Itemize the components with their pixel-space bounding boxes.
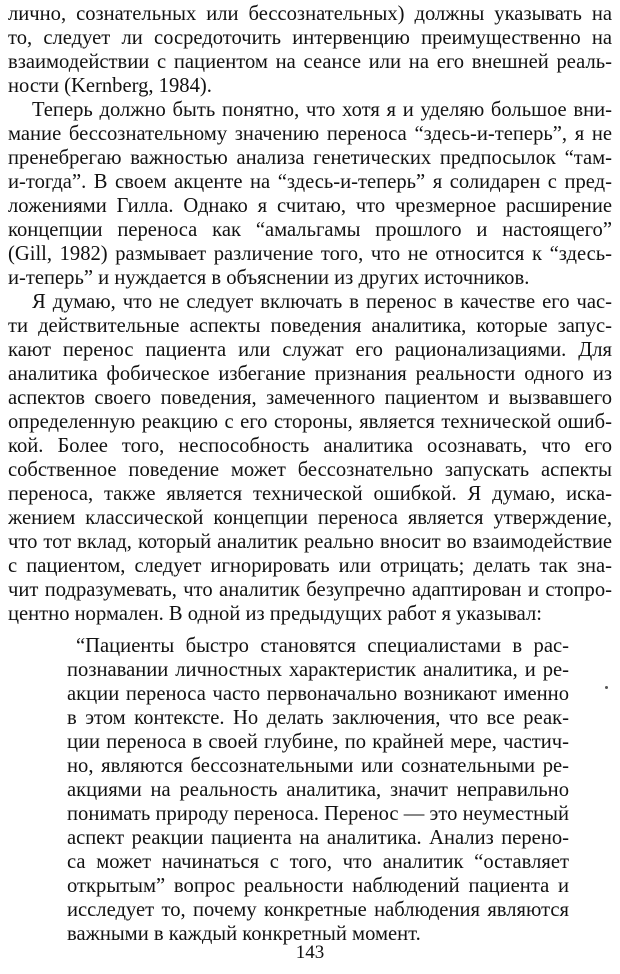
text-line: чит подразумевать, что аналитик безупречно адаптирован и стопро- bbox=[8, 579, 612, 601]
text-line: и-теперь” и нуждается в объяснении из других источников. bbox=[8, 267, 530, 289]
text-line: мание бессознательному значению переноса “здесь-и-теперь”, я не bbox=[8, 123, 612, 145]
text-line: лично, сознательных или бессознательных) должны указывать на bbox=[8, 3, 612, 25]
scan-speck bbox=[605, 686, 608, 689]
text-line: (Gill, 1982) размывает различение того, что не относится к “здесь- bbox=[8, 243, 612, 265]
text-line: Я думаю, что не следует включать в перенос в качестве его час- bbox=[32, 291, 612, 313]
text-line: взаимодействии с пациентом на сеансе или на его внешней реаль- bbox=[8, 51, 612, 73]
text-line: пренебрегаю важностью анализа генетических предпосылок “там- bbox=[8, 147, 612, 169]
quote-line: акциями на реальность аналитика, значит неправильно bbox=[67, 779, 569, 801]
text-line: с пациентом, следует игнорировать или отрицать; делать так зна- bbox=[8, 555, 612, 577]
quote-line: ции переноса в своей глубине, по крайней мере, частич- bbox=[67, 731, 569, 753]
text-line: аспектов своего поведения, замеченного пациентом и вызвавшего bbox=[8, 387, 612, 409]
quote-line: акции переноса часто первоначально возникают именно bbox=[67, 683, 569, 705]
quote-line: “Пациенты быстро становятся специалистами в рас- bbox=[76, 635, 569, 657]
text-line: концепции переноса как “амальгамы прошлого и настоящего” bbox=[8, 219, 612, 241]
text-line: и-тогда”. В своем акценте на “здесь-и-теперь” я солидарен с пред- bbox=[8, 171, 612, 193]
text-line: то, следует ли сосредоточить интервенцию преимущественно на bbox=[8, 27, 612, 49]
text-line: кают перенос пациента или служат его рационализациями. Для bbox=[8, 339, 612, 361]
quote-line: аспект реакции пациента на аналитика. Анализ перено- bbox=[67, 827, 569, 849]
quote-line: но, являются бессознательными или сознательными ре- bbox=[67, 755, 569, 777]
quote-line: важными в каждый конкретный момент. bbox=[67, 923, 421, 945]
text-line: определенную реакцию с его стороны, является технической ошиб- bbox=[8, 411, 612, 433]
text-line: кой. Более того, неспособность аналитика осознавать, что его bbox=[8, 435, 612, 457]
text-line: переноса, также является технической ошибкой. Я думаю, иска- bbox=[8, 483, 612, 505]
text-line: Теперь должно быть понятно, что хотя я и уделяю большое вни- bbox=[32, 99, 612, 121]
text-line: жением классической концепции переноса является утверждение, bbox=[8, 507, 612, 529]
text-line: аналитика фобическое избегание признания реальности одного из bbox=[8, 363, 612, 385]
text-line: центно нормален. В одной из предыдущих работ я указывал: bbox=[8, 603, 542, 625]
page-number: 143 bbox=[295, 942, 325, 963]
text-line: собственное поведение может бессознательно запускать аспекты bbox=[8, 459, 612, 481]
quote-line: в этом контексте. Но делать заключения, что все реак- bbox=[67, 707, 569, 729]
quote-line: понимать природу переноса. Перенос — это неуместный bbox=[67, 803, 569, 825]
quote-line: исследует то, почему конкретные наблюдения являются bbox=[67, 899, 569, 921]
text-line: ти действительные аспекты поведения аналитика, которые запус- bbox=[8, 315, 612, 337]
quote-line: са может начинаться с того, что аналитик “оставляет bbox=[67, 851, 569, 873]
text-line: ложениями Гилла. Однако я считаю, что чрезмерное расширение bbox=[8, 195, 612, 217]
text-line: что тот вклад, который аналитик реально вносит во взаимодействие bbox=[8, 531, 612, 553]
quote-line: открытым” вопрос реальности наблюдений пациента и bbox=[67, 875, 569, 897]
quote-line: познавании личностных характеристик аналитика, и ре- bbox=[67, 659, 569, 681]
text-line: ности (Kernberg, 1984). bbox=[8, 75, 212, 97]
